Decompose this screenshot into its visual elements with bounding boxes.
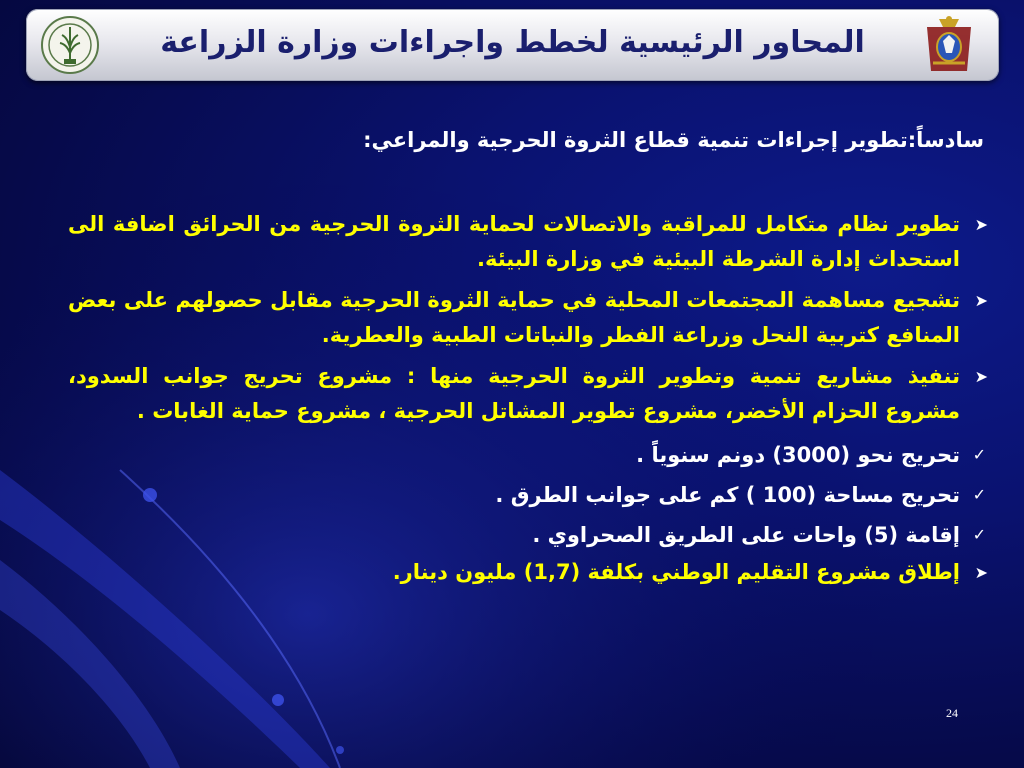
arrow-bullet-icon: ➤: [974, 215, 988, 234]
checkmark-icon: ✓: [972, 525, 986, 544]
slide-title: المحاور الرئيسية لخطط واجراءات وزارة الزراعة: [160, 25, 865, 60]
bullet-list: [68, 207, 988, 596]
bullet-item: [68, 359, 988, 429]
section-subtitle: سادساً:تطوير إجراءات تنمية قطاع الثروة الحرجية والمراعي:: [363, 128, 984, 152]
bullet-text: تنفيذ مشاريع تنمية وتطوير الثروة الحرجية منها : مشروع تحريج جوانب السدود، مشروع الحزام الأخضر، مشروع تطوير المشاتل الحرجية ، مشروع حماية الغابات .: [68, 364, 960, 423]
bullet-item: [68, 207, 988, 277]
bullet-text: تشجيع مساهمة المجتمعات المحلية في حماية الثروة الحرجية مقابل حصولهم على بعض المنافع كتربية النحل وزراعة الفطر والنباتات الطبية والعطرية.: [68, 288, 960, 347]
arrow-bullet-icon: ➤: [974, 291, 988, 310]
sub-bullet-item: [68, 435, 988, 475]
arrow-bullet-icon: ➤: [974, 563, 988, 582]
jordan-coat-of-arms-icon: [917, 13, 981, 77]
title-bar: [26, 9, 999, 81]
sub-bullet-text: تحريج مساحة (100 ) كم على جوانب الطرق .: [495, 483, 960, 507]
sub-bullet-text: تحريج نحو (3000) دونم سنوياً .: [636, 443, 960, 467]
bullet-text: إطلاق مشروع التقليم الوطني بكلفة (1,7) مليون دينار.: [392, 560, 960, 584]
sub-bullet-item: [68, 475, 988, 515]
bullet-item: [68, 555, 988, 590]
arrow-bullet-icon: ➤: [974, 367, 988, 386]
sub-bullet-text: إقامة (5) واحات على الطريق الصحراوي .: [532, 523, 960, 547]
checkmark-icon: ✓: [972, 445, 986, 464]
checkmark-icon: ✓: [972, 485, 986, 504]
ministry-logo-icon: [38, 13, 102, 77]
bullet-item: [68, 283, 988, 353]
bullet-text: تطوير نظام متكامل للمراقبة والاتصالات لحماية الثروة الحرجية من الحرائق اضافة الى استحداث إدارة الشرطة البيئية في وزارة البيئة.: [68, 212, 960, 271]
page-number: 24: [946, 706, 958, 720]
sub-bullet-item: [68, 515, 988, 555]
